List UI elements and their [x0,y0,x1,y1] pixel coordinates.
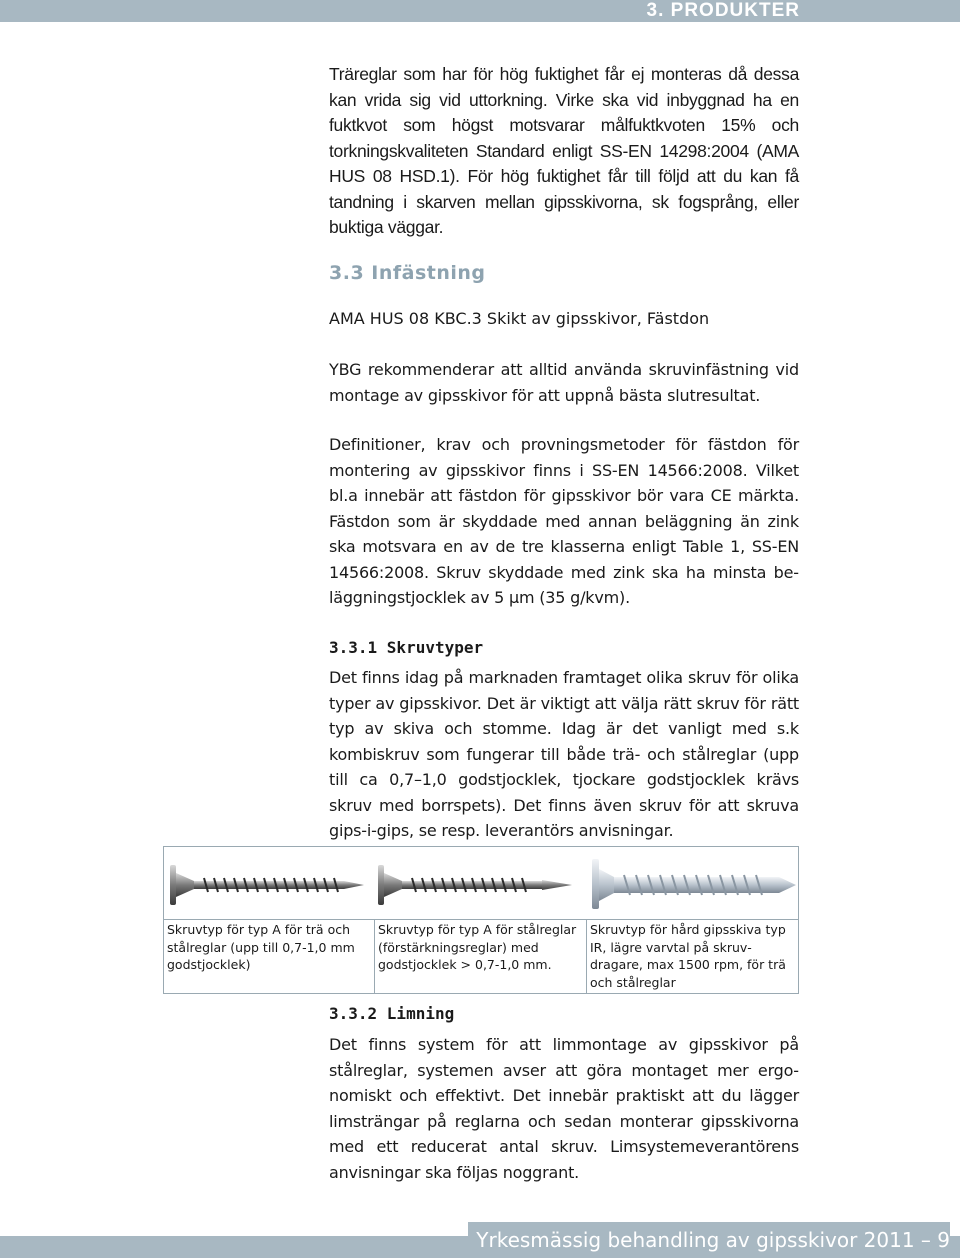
screw-steel-icon [378,865,572,905]
recommendation-paragraph: YBG rekommenderar att alltid använda skruvinfästning vid montage av gipsskivor för att uppnå bästa slutresultat. [329,360,799,405]
screw-caption: Skruvtyp för typ A för trä och stålreglar (upp till 0,7-1,0 mm godstjocklek) [167,922,355,972]
gluing-paragraph: Det finns system för att limmontage av gipsskivor på stålreglar, systemen avser att göra montaget mer ergonomiskt och effektivt. Det innebär praktiskt att du lägger limsträngar på reglarna och sedan monterar gipsskivorna med ett reducerat antal skruv. Limsystemeverantörens anvisningar ska följas noggrant. [329,1035,799,1182]
subsection-heading-screw-types: 3.3.1 Skruvtyper [329,638,484,657]
intro-paragraph: Träreglar som har för hög fuktighet får ej monteras då dessa kan vrida sig vid uttorkning. Virke ska vid inbyggnad ha en fuktkvot som högst motsvarar målfuktkvoten 15% och torkningskvaliteten Standard enligt SS-EN 14298:2004 (AMA HUS 08 HSD.1). För hög fuktighet får till följd att du kan få tandning i skarven mellan gipsskivorna, sk fogsprång, eller buktiga väggar. [329,64,799,237]
subsection-heading-gluing: 3.3.2 Limning [329,1004,455,1023]
ama-reference: AMA HUS 08 KBC.3 Skikt av gipsskivor, Fästdon [329,309,710,328]
screw-hard-board-icon [592,859,796,909]
section-heading: 3.3 Infästning [329,262,486,284]
screw-images [164,847,798,919]
table-column-divider [374,919,375,993]
screw-caption: Skruvtyp för hård gipsskiva typ IR, lägre varvtal på skruvdragare, max 1500 rpm, för trä och stålreglar [590,922,786,990]
section-title: 3. PRODUKTER [646,0,800,21]
footer-text: Yrkesmässig behandling av gipsskivor 2011 – 9 [468,1222,950,1258]
screw-types-table [163,846,799,994]
screw-caption: Skruvtyp för typ A för stålreglar (förstärkningsreglar) med godstjocklek > 0,7-1,0 mm. [378,922,577,972]
screw-images-row [164,847,798,919]
table-row-divider [164,919,798,920]
definitions-paragraph: Definitioner, krav och provningsmetoder för fästdon för montering av gipsskivor finns i SS-EN 14566:2008. Vilket bl.a innebär att fästdon för gipsskivor bör vara CE märkta. Fästdon som är skyddade med annan beläggning än zink ska motsvara en av de tre klasserna enligt Table 1, SS-EN 14566:2008. Skruv skyddade med zink ska ha minsta beläggningstjocklek av 5 μm (35 g/kvm). [329,435,799,607]
header-bar [0,0,960,22]
screw-types-paragraph: Det finns idag på marknaden framtaget olika skruv för olika typer av gipsskivor. Det är viktigt att välja rätt skruv för rätt typ av skiva och stomme. Idag är det vanligt med s.k kombiskruv som fungerar till både trä- och stålreglar (upp till ca 0,7–1,0 godstjocklek, tjockare godstjocklek krävs skruv med borrspets). Det finns även skruv för att skruva gips-i-gips, se resp. leverantörs anvisningar. [329,668,799,840]
screw-wood-steel-icon [170,865,364,905]
